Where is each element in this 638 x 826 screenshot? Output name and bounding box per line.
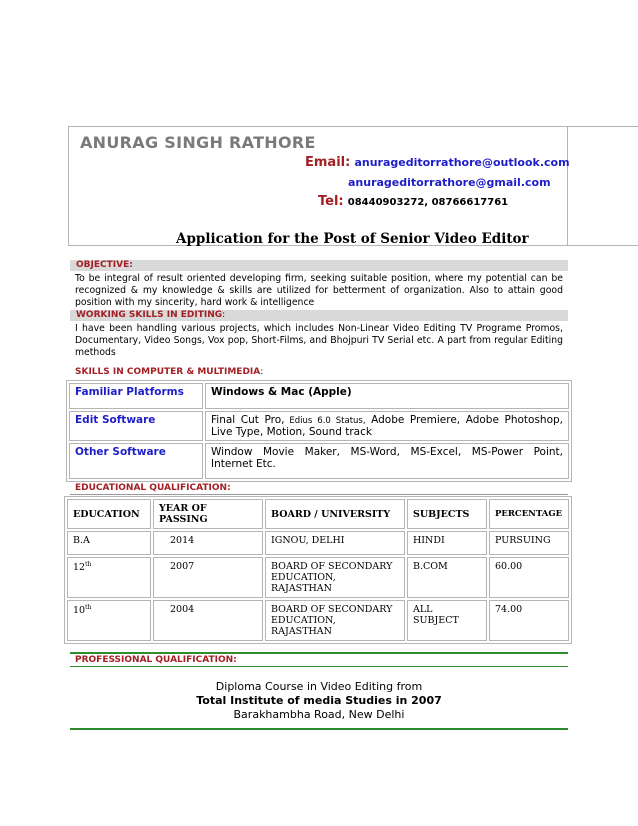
skill-key: Familiar Platforms xyxy=(69,383,203,409)
objective-title: OBJECTIVE: xyxy=(76,260,133,270)
skill-value: Windows & Mac (Apple) xyxy=(205,383,569,409)
professional-title: PROFESSIONAL QUALIFICATION: xyxy=(75,655,237,665)
column-header: EDUCATION xyxy=(67,499,151,529)
working-skills-title: WORKING SKILLS IN EDITING xyxy=(76,310,223,320)
professional-line-2: Total Institute of media Studies in 2007 xyxy=(196,694,442,707)
board-line: EDUCATION, RAJASTHAN xyxy=(271,572,336,594)
tel-label: Tel: xyxy=(318,194,344,209)
skill-key: Other Software xyxy=(69,443,203,479)
tel-line xyxy=(318,194,508,209)
board-line: BOARD OF SECONDARY xyxy=(271,604,393,615)
skill-value xyxy=(205,411,569,441)
skill-value: Window Movie Maker, MS-Word, MS-Excel, MS-Power Point, Internet Etc. xyxy=(205,443,569,479)
professional-top-rule xyxy=(70,652,568,654)
table-row xyxy=(69,411,569,441)
cell-education xyxy=(67,600,151,641)
skill-value-part: Final Cut Pro, xyxy=(211,414,285,426)
column-header: YEAR OF PASSING xyxy=(153,499,263,529)
skill-value-part: Adobe Premiere, Adobe Photoshop, Live Type, Motion, Sound track xyxy=(211,414,563,438)
board-line: BOARD OF SECONDARY xyxy=(271,561,393,572)
cell-percentage: 60.00 xyxy=(489,557,569,598)
cell-subject: ALL SUBJECT xyxy=(407,600,487,641)
column-header: SUBJECTS xyxy=(407,499,487,529)
table-row xyxy=(69,383,569,409)
cell-education xyxy=(67,557,151,598)
working-skills-heading xyxy=(70,310,568,321)
objective-heading xyxy=(70,260,568,271)
skills-colon: : xyxy=(260,367,264,377)
objective-text: To be integral of result oriented developing firm, seeking suitable position, where my potential can be recognized & my knowledge & skills are utilized for betterment of organization. Also to attain good position with my sincerity, hard work & intelligence xyxy=(75,273,563,308)
cell-subject: B.COM xyxy=(407,557,487,598)
cell-year: 2014 xyxy=(153,531,263,555)
skills-table xyxy=(66,380,572,482)
cell-subject: HINDI xyxy=(407,531,487,555)
table-row xyxy=(69,443,569,479)
tel-value: 08440903272, 08766617761 xyxy=(347,197,509,208)
board-line: EDUCATION, RAJASTHAN xyxy=(271,615,336,637)
education-number: 12 xyxy=(73,562,86,574)
education-rule xyxy=(70,494,568,495)
table-row xyxy=(67,531,569,555)
education-suffix: th xyxy=(85,561,92,568)
cell-year: 2007 xyxy=(153,557,263,598)
working-skills-text: I have been handling various projects, which includes Non-Linear Video Editing TV Programe Promos, Documentary, Video Songs, Vox pop, Short-Films, and Bhojpuri TV Serial etc. A part from regular Editing methods xyxy=(75,323,563,358)
candidate-name: ANURAG SINGH RATHORE xyxy=(80,133,316,152)
cell-percentage: PURSUING xyxy=(489,531,569,555)
skills-heading xyxy=(75,367,263,377)
professional-line-1: Diploma Course in Video Editing from xyxy=(215,680,423,693)
cell-board xyxy=(265,531,405,555)
column-header: BOARD / UNIVERSITY xyxy=(265,499,405,529)
skill-value-part: Edius 6.0 Status, xyxy=(284,416,366,426)
cell-percentage: 74.00 xyxy=(489,600,569,641)
column-header: PERCENTAGE xyxy=(489,499,569,529)
skills-title: SKILLS IN COMPUTER & MULTIMEDIA xyxy=(75,367,261,377)
education-title: EDUCATIONAL QUALIFICATION: xyxy=(75,483,231,493)
email-line-2 xyxy=(348,176,551,189)
cell-year: 2004 xyxy=(153,600,263,641)
email-line xyxy=(305,155,570,170)
education-suffix: th xyxy=(85,604,92,611)
professional-bottom-rule xyxy=(70,728,568,730)
email-link-1[interactable]: anurageditorrathore@outlook.com xyxy=(354,156,570,169)
email-link-2[interactable]: anurageditorrathore@gmail.com xyxy=(348,176,551,189)
table-row xyxy=(67,557,569,598)
table-header-row xyxy=(67,499,569,529)
cell-board xyxy=(265,557,405,598)
professional-title-rule xyxy=(70,666,568,667)
education-number: 10 xyxy=(73,605,86,617)
table-row xyxy=(67,600,569,641)
education-table xyxy=(64,496,572,644)
cell-board xyxy=(265,600,405,641)
cell-education: B.A xyxy=(67,531,151,555)
board-line: IGNOU, DELHI xyxy=(271,535,345,546)
working-skills-colon: : xyxy=(222,310,226,320)
professional-line-3: Barakhambha Road, New Delhi xyxy=(233,708,405,721)
email-label: Email: xyxy=(305,155,351,170)
skill-key: Edit Software xyxy=(69,411,203,441)
header-side-cell xyxy=(567,126,638,246)
application-title: Application for the Post of Senior Video Editor xyxy=(176,231,529,247)
